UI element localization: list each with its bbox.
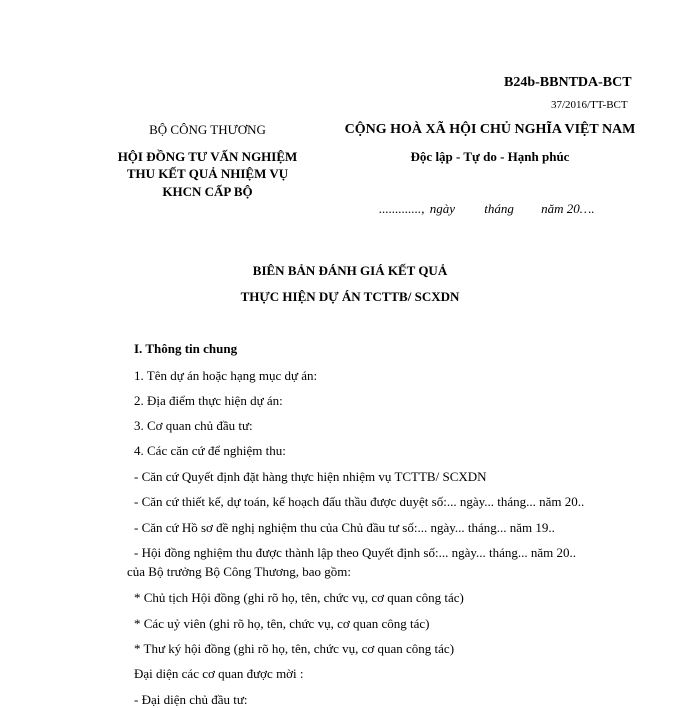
- list-item: * Thư ký hội đồng (ghi rõ họ, tên, chức vụ, cơ quan công tác): [134, 641, 455, 656]
- document-title-line2: THỰC HIỆN DỰ ÁN TCTTB/ SCXDN: [240, 289, 460, 304]
- national-motto: Độc lập - Tự do - Hạnh phúc: [410, 149, 570, 164]
- circular-reference: 37/2016/TT-BCT: [551, 99, 628, 111]
- list-item: - Căn cứ Hồ sơ đề nghị nghiệm thu của Chủ đầu tư số:... ngày... tháng... năm 19..: [134, 520, 555, 535]
- list-item: - Hội đồng nghiệm thu được thành lập theo Quyết định số:... ngày... tháng... năm 20..: [134, 545, 577, 560]
- council-name-line2: THU KẾT QUẢ NHIỆM VỤ: [126, 166, 289, 181]
- document-title-line1: BIÊN BẢN ĐÁNH GIÁ KẾT QUẢ: [252, 263, 448, 278]
- list-item: 3. Cơ quan chủ đầu tư:: [134, 418, 253, 433]
- date-line: [379, 201, 595, 217]
- list-item: * Các uỷ viên (ghi rõ họ, tên, chức vụ, cơ quan công tác): [134, 616, 430, 631]
- list-item: 1. Tên dự án hoặc hạng mục dự án:: [134, 368, 318, 383]
- country-name: CỘNG HOÀ XÃ HỘI CHỦ NGHĨA VIỆT NAM: [344, 122, 636, 137]
- list-item: Đại diện các cơ quan được mời :: [134, 666, 304, 681]
- list-item: * Chủ tịch Hội đồng (ghi rõ họ, tên, chức vụ, cơ quan công tác): [134, 590, 464, 605]
- date-month: tháng: [484, 201, 514, 216]
- section-heading: I. Thông tin chung: [134, 341, 238, 356]
- council-name-line3: KHCN CẤP BỘ: [162, 184, 253, 199]
- list-item: - Căn cứ Quyết định đặt hàng thực hiện nhiệm vụ TCTTB/ SCXDN: [134, 469, 487, 484]
- form-code: B24b-BBNTDA-BCT: [504, 75, 632, 90]
- date-place: .............,: [379, 201, 425, 216]
- list-item: - Đại diện chủ đầu tư:: [134, 692, 248, 707]
- council-name-line1: HỘI ĐỒNG TƯ VẤN NGHIỆM: [117, 149, 298, 164]
- date-year: năm 20….: [541, 201, 595, 216]
- list-item: 2. Địa điểm thực hiện dự án:: [134, 393, 283, 408]
- ministry-name: BỘ CÔNG THƯƠNG: [149, 122, 266, 137]
- date-day: ngày: [429, 201, 456, 216]
- list-item: 4. Các căn cứ để nghiệm thu:: [134, 443, 286, 458]
- list-item: của Bộ trưởng Bộ Công Thương, bao gồm:: [127, 564, 352, 579]
- list-item: - Căn cứ thiết kế, dự toán, kế hoạch đấu thầu được duyệt số:... ngày... tháng... năm 20..: [134, 494, 585, 509]
